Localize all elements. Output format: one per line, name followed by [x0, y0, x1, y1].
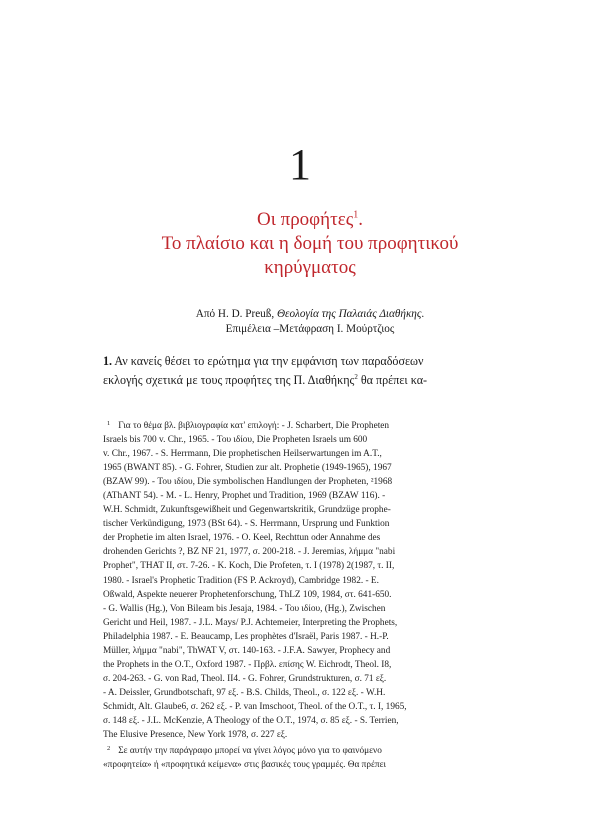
- footnote-1-text: Schmidt, Alt. Glaube6, σ. 262 εξ. - P. van Imschoot, Theol. of the O.T., τ. I, 1965,: [103, 701, 407, 712]
- footnote-1-text: (BZAW 99). - Του ιδίου, Die symbolischen Handlungen der Propheten, ²1968: [103, 477, 393, 488]
- footnote-2-marker: 2: [107, 745, 111, 753]
- section-number: 1.: [103, 354, 113, 368]
- byline: [90, 307, 530, 337]
- chapter-number: 1: [289, 140, 311, 189]
- body-line-2-end: θα πρέπει κα-: [357, 373, 428, 387]
- footnote-1-line: [103, 644, 521, 658]
- footnote-2-text: «προφητεία» ή «προφητικά κείμενα» στις βασικές τους γραμμές. Θα πρέπει: [103, 760, 386, 771]
- footnote-1-text: 1980. - Israel's Prophetic Tradition (FS P. Ackroyd), Cambridge 1982. - E.: [103, 575, 379, 586]
- footnote-1-text: v. Chr., 1967. - S. Herrmann, Die prophetischen Heilserwartungen im A.T.,: [103, 449, 382, 460]
- byline-book-title: Θεολογία της Παλαιάς Διαθήκης: [276, 308, 422, 320]
- footnote-1-line: [103, 475, 521, 489]
- footnote-1-text: - A. Deissler, Grundbotschaft, 97 εξ. - B.S. Childs, Theol., σ. 122 εξ. - W.H.: [103, 687, 386, 698]
- footnote-1: [103, 419, 521, 742]
- footnotes: [103, 419, 521, 772]
- footnote-1-line: [103, 658, 521, 672]
- body-line-1-text: Αν κανείς θέσει το ερώτημα για την εμφάνιση των παραδόσεων: [112, 354, 424, 368]
- footnote-2-line: [103, 758, 521, 772]
- footnote-1-text: - G. Wallis (Hg.), Von Bileam bis Jesaja, 1984. - Του ιδίου, (Hg.), Zwischen: [103, 603, 386, 614]
- footnote-1-line: [103, 728, 521, 742]
- byline-editor: Επιμέλεια –Μετάφραση Ι. Μούρτζιος: [225, 323, 395, 335]
- footnote-1-text: Για το θέμα βλ. βιβλιογραφία κατ' επιλογή: - J. Scharbert, Die Propheten: [118, 421, 390, 431]
- body-line-2: [103, 371, 521, 390]
- footnote-2: [103, 744, 521, 772]
- footnote-1-text: W.H. Schmidt, Zukunftsgewißheit und Gegenwartskritik, Grundzüge prophe-: [103, 505, 391, 516]
- footnote-1-line: [103, 686, 521, 700]
- footnote-1-text: Prophet", THAT II, στ. 7-26. - K. Koch, Die Profeten, τ. I (1978) 2(1987, τ. II,: [103, 561, 395, 572]
- footnote-1-line: [103, 545, 521, 559]
- chapter-title-line-3: κηρύγματος: [264, 257, 356, 278]
- footnote-1-text: Israels bis 700 v. Chr., 1965. - Του ιδίου, Die Propheten Israels um 600: [103, 435, 368, 446]
- footnote-1-line: [103, 419, 521, 433]
- body-line-1: [103, 352, 521, 371]
- footnote-2-line: [103, 744, 521, 758]
- footnote-1-line: [103, 588, 521, 602]
- footnote-2-text: Σε αυτήν την παράγραφο μπορεί να γίνει λόγος μόνο για το φαινόμενο: [118, 746, 382, 757]
- footnote-ref-1[interactable]: 1: [353, 209, 359, 221]
- footnote-1-text: der Prophetie im alten Israel, 1976. - O. Keel, Rechttun oder Annahme des: [103, 533, 381, 544]
- footnote-1-text: the Prophets in the O.T., Oxford 1987. - Πρβλ. επίσης W. Eichrodt, Theol. I8,: [103, 659, 392, 670]
- footnote-1-text: The Elusive Presence, New York 1978, σ. 227 εξ.: [103, 730, 288, 741]
- footnote-1-text: Gericht und Heil, 1987. - J.L. Mays/ P.J. Achtemeier, Interpreting the Prophets,: [103, 617, 398, 628]
- footnote-1-line: [103, 616, 521, 630]
- chapter-title: [90, 208, 530, 280]
- footnote-1-line: [103, 531, 521, 545]
- footnote-1-line: [103, 574, 521, 588]
- footnote-1-line: [103, 447, 521, 461]
- chapter-title-period: .: [358, 209, 363, 230]
- footnote-1-text: σ. 148 εξ. - J.L. McKenzie, A Theology of the O.T., 1974, σ. 85 εξ. - S. Terrien,: [103, 715, 399, 726]
- body-paragraph: [103, 352, 521, 390]
- chapter-title-text-1: Οι προφήτες: [257, 209, 354, 230]
- footnote-1-text: (AThANT 54). - M. - L. Henry, Prophet und Tradition, 1969 (BZAW 116). -: [103, 491, 386, 502]
- footnote-1-line: [103, 714, 521, 728]
- footnote-1-text: σ. 204-263. - G. von Rad, Theol. II4. - G. Fohrer, Grundstrukturen, σ. 71 εξ.: [103, 673, 387, 684]
- footnote-1-line: [103, 559, 521, 573]
- chapter-title-line-1: [90, 208, 530, 232]
- footnote-1-line: [103, 700, 521, 714]
- footnote-1-marker: 1: [107, 420, 111, 427]
- footnote-1-line: [103, 433, 521, 447]
- footnote-1-line: [103, 517, 521, 531]
- footnote-1-line: [103, 489, 521, 503]
- footnote-1-text: Philadelphia 1987. - E. Beaucamp, Les prophètes d'Israël, Paris 1987. - H.-P.: [103, 631, 389, 642]
- footnote-1-line: [103, 630, 521, 644]
- byline-suffix: .: [421, 308, 425, 320]
- footnote-1-line: [103, 672, 521, 686]
- byline-prefix: Από H. D. Preuß,: [195, 308, 277, 320]
- footnote-1-text: drohenden Gerichts ?, BZ NF 21, 1977, σ. 200-218. - J. Jeremias, λήμμα "nabi: [103, 547, 396, 558]
- byline-source: [90, 307, 530, 322]
- footnote-ref-2[interactable]: 2: [354, 372, 358, 381]
- footnote-1-text: tischer Verkündigung, 1973 (BSt 64). - S. Herrmann, Ursprung und Funktion: [103, 519, 390, 530]
- chapter-title-line-2: Το πλαίσιο και η δομή του προφητικού: [161, 233, 459, 254]
- body-line-2-start: εκλογής σχετικά με τους προφήτες της Π. Διαθήκης: [103, 373, 355, 387]
- footnote-1-line: [103, 602, 521, 616]
- footnote-1-text: Oßwald, Aspekte neuerer Prophetenforschung, ThLZ 109, 1984, στ. 641-650.: [103, 589, 392, 600]
- footnote-1-text: Müller, λήμμα "nabi", ThWAT V, στ. 140-163. - J.F.A. Sawyer, Prophecy and: [103, 645, 391, 656]
- footnote-1-text: 1965 (BWANT 85). - G. Fohrer, Studien zur alt. Prophetie (1949-1965), 1967: [103, 463, 392, 474]
- footnote-1-line: [103, 461, 521, 475]
- footnote-1-line: [103, 503, 521, 517]
